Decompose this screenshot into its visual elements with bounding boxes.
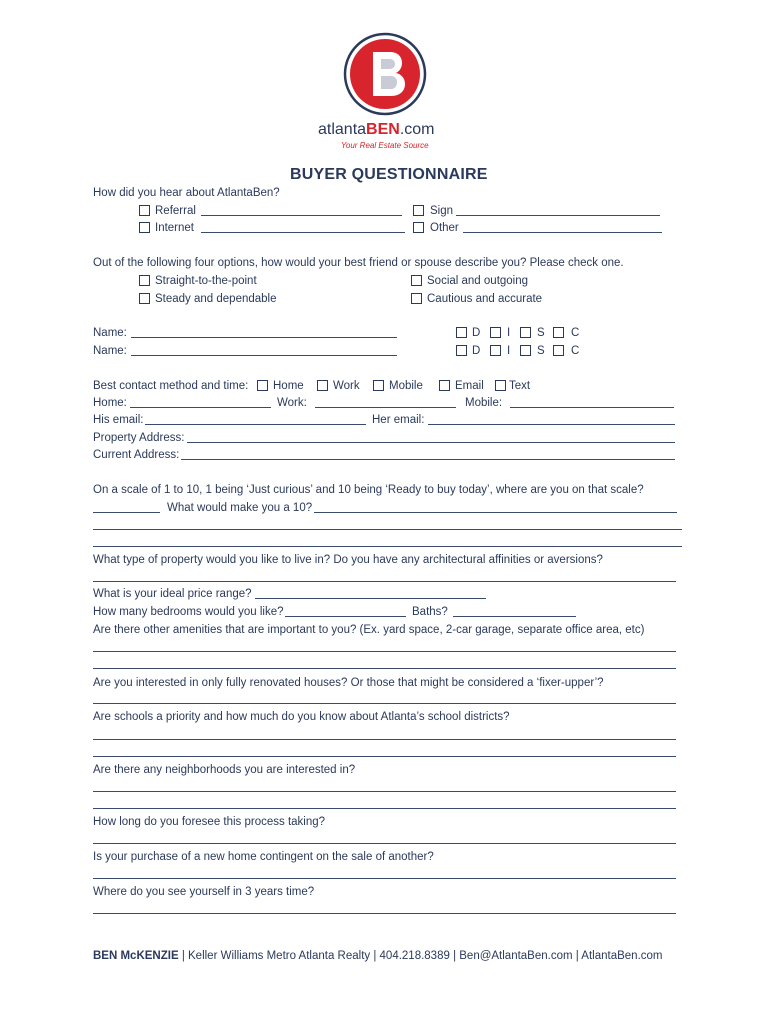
brand-prefix: atlanta <box>318 121 367 138</box>
other-label: Other <box>430 222 459 234</box>
home-phone-line[interactable] <box>130 407 271 408</box>
q-schools-label: Are schools a priority and how much do you know about Atlanta’s school districts? <box>93 711 510 723</box>
neighborhoods-line-1[interactable] <box>93 791 676 792</box>
other-line[interactable] <box>463 232 662 233</box>
her-email-label: Her email: <box>372 414 425 426</box>
referral-label: Referral <box>155 205 196 217</box>
name-1-label: Name: <box>93 327 127 339</box>
disc-2-d-checkbox[interactable] <box>456 345 467 356</box>
disc-1-i-label: I <box>507 327 511 339</box>
steady-checkbox[interactable] <box>139 293 150 304</box>
disc-2-d-label: D <box>472 345 481 357</box>
referral-checkbox[interactable] <box>139 205 150 216</box>
q-hear-label: How did you hear about AtlantaBen? <box>93 187 280 199</box>
scale-answer-line[interactable] <box>93 512 160 513</box>
his-email-label: His email: <box>93 414 144 426</box>
disc-2-s-label: S <box>537 345 545 357</box>
q-renovated-label: Are you interested in only fully renovated houses? Or those that might be considered a ‘fixer-upper’? <box>93 677 604 689</box>
q-amenities-label: Are there other amenities that are important to you? (Ex. yard space, 2-car garage, separate office area, etc) <box>93 624 645 636</box>
referral-line[interactable] <box>201 215 402 216</box>
mobile-phone-line[interactable] <box>510 407 674 408</box>
contact-method-label: Best contact method and time: <box>93 380 249 392</box>
disc-2-i-checkbox[interactable] <box>490 345 501 356</box>
her-email-line[interactable] <box>428 424 675 425</box>
sign-line[interactable] <box>456 215 660 216</box>
his-email-line[interactable] <box>145 424 366 425</box>
other-checkbox[interactable] <box>413 222 424 233</box>
q-personality-label: Out of the following four options, how would your best friend or spouse describe you? Please check one. <box>93 257 624 269</box>
straight-checkbox[interactable] <box>139 275 150 286</box>
method-mobile-label: Mobile <box>389 380 423 392</box>
timeline-line[interactable] <box>93 843 676 844</box>
disc-1-d-checkbox[interactable] <box>456 327 467 338</box>
method-text-checkbox[interactable] <box>495 380 506 391</box>
method-work-checkbox[interactable] <box>317 380 328 391</box>
steady-label: Steady and dependable <box>155 293 277 305</box>
social-checkbox[interactable] <box>411 275 422 286</box>
disc-1-c-checkbox[interactable] <box>553 327 564 338</box>
internet-checkbox[interactable] <box>139 222 150 233</box>
cautious-checkbox[interactable] <box>411 293 422 304</box>
current-address-label: Current Address: <box>93 449 180 461</box>
q-scale-label: On a scale of 1 to 10, 1 being ‘Just curious’ and 10 being ‘Ready to buy today’, where are you on that scale? <box>93 484 644 496</box>
amenities-line-2[interactable] <box>93 668 676 669</box>
footer-name: BEN McKENZIE <box>93 950 179 962</box>
q-price-label: What is your ideal price range? <box>93 588 252 600</box>
q-contingent-label: Is your purchase of a new home contingent on the sale of another? <box>93 851 434 863</box>
q-property-type-label: What type of property would you like to live in? Do you have any architectural affinities or aversions? <box>93 554 603 566</box>
schools-line-2[interactable] <box>93 756 676 757</box>
name-2-line[interactable] <box>131 355 397 356</box>
method-text-label: Text <box>509 380 531 392</box>
home-phone-label: Home: <box>93 397 127 409</box>
internet-label: Internet <box>155 222 194 234</box>
method-home-checkbox[interactable] <box>257 380 268 391</box>
name-1-line[interactable] <box>131 337 397 338</box>
disc-2-i-label: I <box>507 345 511 357</box>
renovated-line[interactable] <box>93 703 676 704</box>
make-ten-line[interactable] <box>314 512 677 513</box>
disc-2-c-label: C <box>571 345 580 357</box>
property-address-line[interactable] <box>187 442 675 443</box>
q-neighborhoods-label: Are there any neighborhoods you are interested in? <box>93 764 356 776</box>
q-three-years-label: Where do you see yourself in 3 years time? <box>93 886 315 898</box>
contingent-line[interactable] <box>93 878 676 879</box>
property-type-line[interactable] <box>93 581 676 582</box>
q-make-ten-label: What would make you a 10? <box>167 502 313 514</box>
mobile-phone-label: Mobile: <box>465 397 503 409</box>
neighborhoods-line-2[interactable] <box>93 808 676 809</box>
method-email-label: Email <box>455 380 484 392</box>
amenities-line-1[interactable] <box>93 651 676 652</box>
footer <box>93 950 663 962</box>
cautious-label: Cautious and accurate <box>427 293 543 305</box>
baths-line[interactable] <box>453 616 576 617</box>
q-bedrooms-label: How many bedrooms would you like? <box>93 606 284 618</box>
disc-2-s-checkbox[interactable] <box>520 345 531 356</box>
social-label: Social and outgoing <box>427 275 529 287</box>
method-home-label: Home <box>273 380 304 392</box>
disc-1-d-label: D <box>472 327 481 339</box>
disc-1-c-label: C <box>571 327 580 339</box>
page-title: BUYER QUESTIONNAIRE <box>290 166 488 183</box>
make-ten-line-2[interactable] <box>93 529 682 530</box>
price-line[interactable] <box>255 598 486 599</box>
brand-tagline: Your Real Estate Source <box>341 141 429 150</box>
three-years-line[interactable] <box>93 913 676 914</box>
brand-suffix: .com <box>399 121 435 138</box>
disc-1-s-checkbox[interactable] <box>520 327 531 338</box>
disc-1-i-checkbox[interactable] <box>490 327 501 338</box>
sign-label: Sign <box>430 205 454 217</box>
footer-contact: | Keller Williams Metro Atlanta Realty | 404.218.8389 | Ben@AtlantaBen.com | AtlantaBen.com <box>178 950 663 962</box>
make-ten-line-3[interactable] <box>93 546 682 547</box>
work-phone-label: Work: <box>277 397 307 409</box>
sign-checkbox[interactable] <box>413 205 424 216</box>
method-mobile-checkbox[interactable] <box>373 380 384 391</box>
q-baths-label: Baths? <box>412 606 448 618</box>
current-address-line[interactable] <box>181 459 675 460</box>
method-work-label: Work <box>333 380 360 392</box>
internet-line[interactable] <box>201 232 405 233</box>
disc-2-c-checkbox[interactable] <box>553 345 564 356</box>
bedrooms-line[interactable] <box>285 616 406 617</box>
name-2-label: Name: <box>93 345 127 357</box>
method-email-checkbox[interactable] <box>439 380 450 391</box>
schools-line-1[interactable] <box>93 739 676 740</box>
work-phone-line[interactable] <box>315 407 456 408</box>
straight-label: Straight-to-the-point <box>155 275 257 287</box>
disc-1-s-label: S <box>537 327 545 339</box>
brand-highlight: BEN <box>366 121 400 138</box>
brand-name <box>318 121 435 139</box>
property-address-label: Property Address: <box>93 432 185 444</box>
logo-emblem <box>343 32 427 116</box>
q-timeline-label: How long do you foresee this process taking? <box>93 816 326 828</box>
